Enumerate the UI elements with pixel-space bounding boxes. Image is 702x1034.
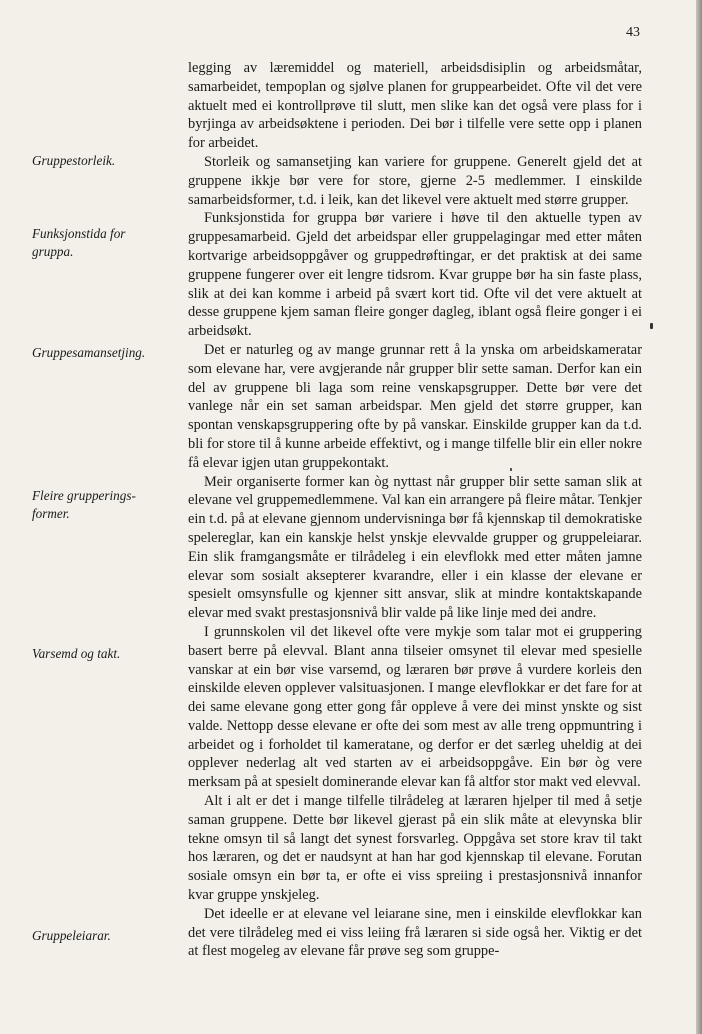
paragraph-grupperingsformer: Meir organiserte former kan òg nyttast når grupper blir sette saman slik at elevane vel gruppemedlemmene. Val kan ein arrangere på fleire måtar. Tenkjer ein t.d. på at elevane gjennom undervisninga bør få kjennskap til demokratiske spelereglar, kan ein kanskje helst ynskje elevvalde grupper og gruppeleiarar. Ein slik framgangsmåte er tilrådeleg i ein elevflokk med etter måten jamne elevar som sosialt aksepterer kvarandre, eller i ein klasse der elevane er spesielt omsynsfulle og kjenner sitt ansvar, slik at mindre kontaktskapande elevar med svakt prestasjonsnivå blir valde på like linje med dei andre.: [188, 473, 642, 622]
page-edge-shadow: [696, 0, 702, 1034]
margin-note-varsemd-og-takt: Varsemd og takt.: [32, 646, 121, 661]
paragraph-gruppesamansetjing: Det er naturleg og av mange grunnar rett å la ynska om arbeidskameratar som elevane har, vere avgjerande når grupper blir sette saman. Derfor kan ein del av gruppene bli laga som reine venskapsgrupper. Dette bør vere det vanlege når ein set saman arbeidspar. Men gjeld det større grupper, kan spontan venskapsgruppering ofte by på vanskar. Einskilde grupper kan da t.d. bli for store til å kunne arbeide effektivt, og i mange tilfelle blir ein eller nokre få elevar igjen utan gruppekontakt.: [188, 341, 642, 471]
paragraph-gruppestorleik: Storleik og samansetjing kan variere for gruppene. Generelt gjeld det at gruppene ikkje bør vere for store, gjerne 2-5 medlemmer. I einskilde samarbeidsformer, t.d. i leik, kan det likevel vere aktuelt med større grupper.: [188, 153, 642, 208]
ink-speck: [650, 323, 653, 329]
paragraph-funksjonstida: Funksjonstida for gruppa bør variere i høve til den aktuelle typen av gruppesamarbeid. Gjeld det arbeidspar eller gruppelagingar med etter måten kortvarige arbeidsoppgåver og gruppedrøftingar, er det praktisk at dei same gruppene fungerer over eit lengre tidsrom. Kvar gruppe bør ha sin faste plass, slik at dei kan komme i arbeid på svært kort tid. Ofte vil det vere aktuelt at desse gruppene kjem saman fleire gonger dagleg, iblant også fleire gonger i ei arbeidsøkt.: [188, 210, 642, 340]
paragraph-gruppeleiarar: Det ideelle er at elevane vel leiarane sine, men i einskilde elevflokkar kan det vere tilrådeleg med ei viss leiing frå læraren si side også her. Viktig er det at flest mogeleg av elevane får prøve seg som gruppe-: [188, 905, 642, 960]
ink-speck-small: [510, 468, 512, 471]
margin-note-gruppeleiarar: Gruppeleiarar.: [32, 928, 111, 943]
margin-note-funksjonstida: Funksjonstida for gruppa.: [32, 226, 126, 259]
margin-note-fleire-grupperingsformer: Fleire grupperings-former.: [32, 488, 136, 521]
paragraph-alt-i-alt: Alt i alt er det i mange tilfelle tilrådeleg at læraren hjelper til med å setje saman gruppene. Dette bør likevel gjerast på ein slik måte at elevynska blir tekne omsyn til så langt det synest forsvarleg. Oppgåva set store krav til takt hos læraren, og det er naudsynt at han har god kjennskap til elevane. Forutan sosiale omsyn ein bør ta, er ofte ei viss spreiing i prestasjonsnivå innanfor kvar gruppe ynskjeleg.: [188, 793, 642, 904]
margin-note-gruppestorleik: Gruppestorleik.: [32, 153, 116, 168]
paragraph-varsemd: I grunnskolen vil det likevel ofte vere mykje som talar mot ei gruppering basert berre på elevval. Blant anna tilseier omsynet til elevar med spesielle vanskar at ein bør vise varsemd, og læraren bør prøve å vurdere korleis den einskilde eleven opplever valsituasjonen. I mange elevflokkar er det fare for at dei same elevane gong etter gong får oppleve å vere dei minst ynskte og sist valde. Nettopp desse elevane er ofte dei som mest av alle treng oppmuntring i arbeidet og i forholdet til kameratane, og derfor er det særleg uheldig at dei opplever nederlag alt ved starten av ei arbeidsoppgåve. Ein bør òg vere merksam på at spesielt dominerande elevar kan få altfor stor makt ved elevval.: [188, 623, 642, 791]
body-text: [188, 59, 642, 961]
margin-note-gruppesamansetjing: Gruppesamansetjing.: [32, 345, 146, 360]
paragraph-planlegging: legging av læremiddel og materiell, arbeidsdisiplin og arbeidsmåtar, samarbeidet, tempoplan og sjølve planen for gruppearbeidet. Ofte vil det vere aktuelt med ei kontrollprøve til slutt, men slike kan det også vere plass for i byrjinga av arbeidsøktene i perioden. Dei bør i tilfelle vere sette opp i planen for arbeidet.: [188, 60, 642, 152]
page-number: 43: [626, 25, 640, 40]
